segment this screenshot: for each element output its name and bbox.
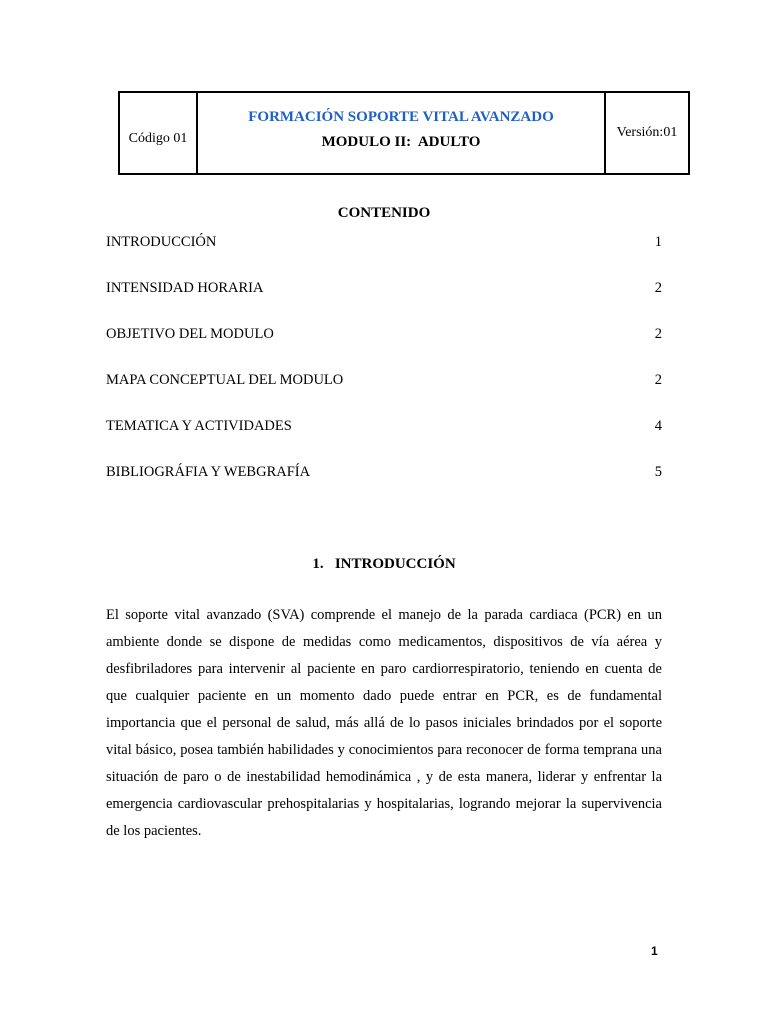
toc-item-label: INTRODUCCIÓN bbox=[106, 234, 217, 250]
toc-item-label: MAPA CONCEPTUAL DEL MODULO bbox=[106, 372, 344, 388]
table-of-contents bbox=[106, 234, 662, 510]
header-code-cell bbox=[120, 93, 198, 173]
toc-item-page: 5 bbox=[654, 464, 662, 480]
header-version: Versión:01 bbox=[616, 125, 678, 140]
toc-item bbox=[106, 464, 662, 510]
toc-item-page: 2 bbox=[654, 326, 662, 342]
toc-item bbox=[106, 234, 662, 280]
document-header-table bbox=[118, 91, 690, 175]
header-subtitle: MODULO II: ADULTO bbox=[321, 134, 481, 150]
header-title: FORMACIÓN SOPORTE VITAL AVANZADO bbox=[248, 109, 554, 125]
toc-item bbox=[106, 326, 662, 372]
toc-item-label: TEMATICA Y ACTIVIDADES bbox=[106, 418, 292, 434]
toc-item bbox=[106, 280, 662, 326]
toc-item-page: 4 bbox=[654, 418, 662, 434]
toc-item bbox=[106, 372, 662, 418]
toc-item-page: 2 bbox=[654, 280, 662, 296]
section-heading: 1. INTRODUCCIÓN bbox=[312, 556, 456, 572]
toc-item-page: 2 bbox=[654, 372, 662, 388]
toc-item-label: BIBLIOGRÁFIA Y WEBGRAFÍA bbox=[106, 464, 311, 480]
header-version-cell bbox=[606, 93, 688, 173]
page-number: 1 bbox=[651, 944, 658, 958]
toc-item-page: 1 bbox=[654, 234, 662, 250]
contents-heading: CONTENIDO bbox=[337, 205, 431, 221]
toc-item-label: OBJETIVO DEL MODULO bbox=[106, 326, 274, 342]
body-paragraph: El soporte vital avanzado (SVA) comprende el manejo de la parada cardiaca (PCR) en un ambiente donde se dispone de medidas como medicamentos, dispositivos de vía aérea y desfibriladores para intervenir al paciente en paro cardiorrespiratorio, teniendo en cuenta de que cualquier paciente en un momento dado puede entrar en PCR, es de fundamental importancia que el personal de salud, más allá de lo pasos iniciales brindados por el soporte vital básico, posea también habilidades y conocimientos para reconocer de forma temprana una situación de paro o de inestabilidad hemodinámica , y de esta manera, liderar y enfrentar la emergencia cardiovascular prehospitalarias y hospitalarias, logrando mejorar la supervivencia de los pacientes. bbox=[106, 607, 662, 839]
header-title-cell bbox=[198, 93, 606, 173]
header-code: Código 01 bbox=[128, 131, 188, 146]
toc-item-label: INTENSIDAD HORARIA bbox=[106, 280, 264, 296]
toc-item bbox=[106, 418, 662, 464]
